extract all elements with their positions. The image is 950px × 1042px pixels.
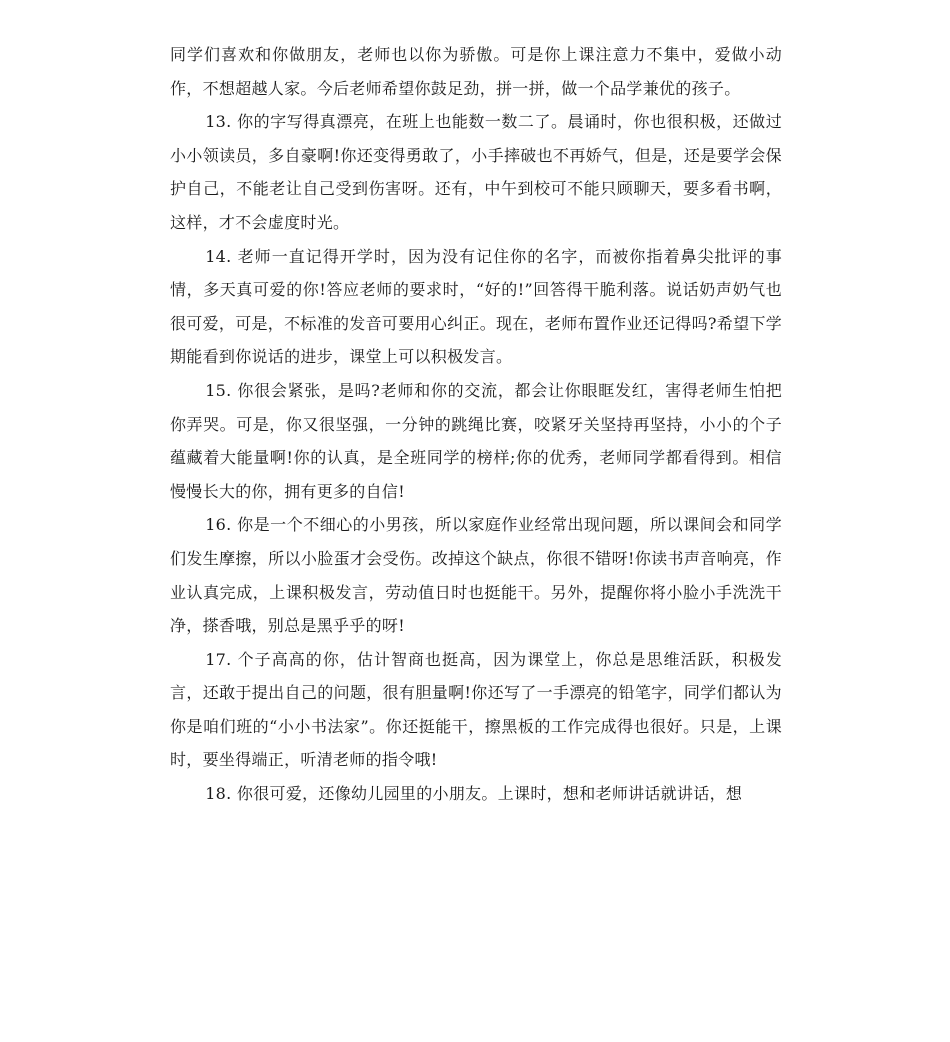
document-page [170,38,782,811]
paragraph-16: 16. 你是一个不细心的小男孩，所以家庭作业经常出现问题，所以课间会和同学们发生摩擦，所以小脸蛋才会受伤。改掉这个缺点，你很不错呀!你读书声音响亮，作业认真完成，上课积极发言，劳动值日时也挺能干。另外，提醒你将小脸小手洗洗干净，搽香哦，别总是黑乎乎的呀! [170,515,782,636]
paragraph-17: 17. 个子高高的你，估计智商也挺高，因为课堂上，你总是思维活跃，积极发言，还敢于提出自己的问题，很有胆量啊!你还写了一手漂亮的铅笔字，同学们都认为你是咱们班的“小小书法家”。你还挺能干，擦黑板的工作完成得也很好。只是，上课时，要坐得端正，听清老师的指令哦! [170,649,782,770]
paragraph-15: 15. 你很会紧张，是吗?老师和你的交流，都会让你眼眶发红，害得老师生怕把你弄哭。可是，你又很坚强，一分钟的跳绳比赛，咬紧牙关坚持再坚持，小小的个子蕴藏着大能量啊!你的认真，是全班同学的榜样;你的优秀，老师同学都看得到。相信慢慢长大的你，拥有更多的自信! [170,380,782,501]
paragraph-18: 18. 你很可爱，还像幼儿园里的小朋友。上课时，想和老师讲话就讲话，想 [205,784,743,804]
paragraph-14: 14. 老师一直记得开学时，因为没有记住你的名字，而被你指着鼻尖批评的事情，多天真可爱的你!答应老师的要求时，“好的!”回答得干脆利落。说话奶声奶气也很可爱，可是，不标准的发音可要用心纠正。现在，老师布置作业还记得吗?希望下学期能看到你说话的进步，课堂上可以积极发言。 [170,246,782,367]
paragraph-continued: 同学们喜欢和你做朋友，老师也以你为骄傲。可是你上课注意力不集中，爱做小动作，不想超越人家。今后老师希望你鼓足劲，拼一拼，做一个品学兼优的孩子。 [170,45,782,98]
paragraph-13: 13. 你的字写得真漂亮，在班上也能数一数二了。晨诵时，你也很积极，还做过小小领读员，多自豪啊!你还变得勇敢了，小手摔破也不再娇气，但是，还是要学会保护自己，不能老让自己受到伤害呀。还有，中午到校可不能只顾聊天，要多看书啊，这样，才不会虚度时光。 [170,112,782,232]
